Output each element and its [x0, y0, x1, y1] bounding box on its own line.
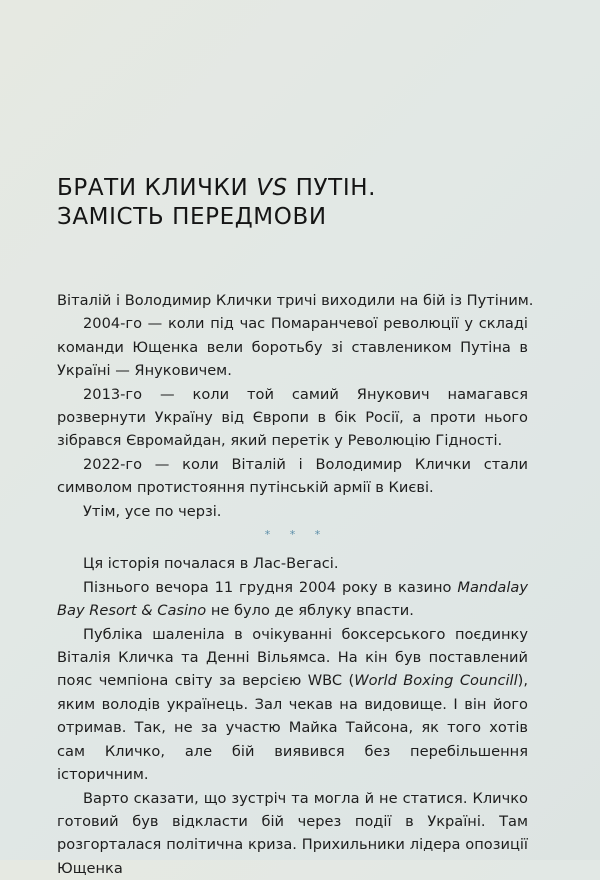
book-page: [57, 0, 534, 877]
paragraph-text: не було де яблуку впасти.: [206, 602, 414, 620]
organization-name: World Boxing Councill: [354, 672, 518, 690]
paragraph-text: Пізнього вечора 11 грудня 2004 року в казино: [83, 578, 458, 596]
chapter-title-line-1: [57, 174, 376, 203]
chapter-body: [57, 289, 534, 880]
paragraph-text: Публіка шаленіла в очікуванні боксерського поєдинку Віталія Кличка та Денні Вільямса. На кін був поставлений пояс чемпіона світу за версією WBC (: [57, 625, 528, 690]
section-separator: * * *: [264, 528, 329, 542]
chapter-title-line-2: ЗАМІСТЬ ПЕРЕДМОВИ: [57, 204, 327, 230]
paragraph: 2004-го — коли під час Помаранчевої революції у складі команди Ющенка вели боротьбу зі ставлеником Путіна в Україні — Януковичем.: [57, 315, 528, 380]
paragraph: 2013-го — коли той самий Янукович намагався розвернути Україну від Європи в бік Росії, а проти нього зібрався Євромайдан, який перетік у Революцію Гідності.: [57, 385, 528, 450]
paragraph-text: ), яким володів українець. Зал чекав на видовище. І він його отримав. Так, не за участю Майка Тайсона, як того хотів сам Кличко, але бій виявився без перебільшення історичним.: [57, 672, 529, 784]
chapter-title-text: ПУТІН.: [287, 175, 377, 201]
paragraph: Варто сказати, що зустріч та могла й не статися. Кличко готовий був відкласти бій через події в Україні. Там розгорталася політична криза. Прихильники лідера опозиції Ющенка: [57, 789, 528, 877]
paragraph: 2022-го — коли Віталій і Володимир Клички стали символом протистояння путінській армії в Києві.: [57, 455, 528, 497]
paragraph: Віталій і Володимир Клички тричі виходили на бій із Путіним.: [57, 292, 534, 309]
chapter-title: [57, 174, 376, 232]
chapter-title-vs: VS: [256, 175, 288, 201]
paragraph: Утім, усе по черзі.: [83, 502, 222, 520]
paragraph: Ця історія почалася в Лас-Вегасі.: [83, 555, 339, 573]
chapter-title-text: БРАТИ КЛИЧКИ: [57, 175, 257, 201]
paragraph: [57, 576, 528, 623]
paragraph: [57, 623, 528, 787]
casino-name: Mandalay Bay Resort & Casino: [57, 578, 528, 620]
